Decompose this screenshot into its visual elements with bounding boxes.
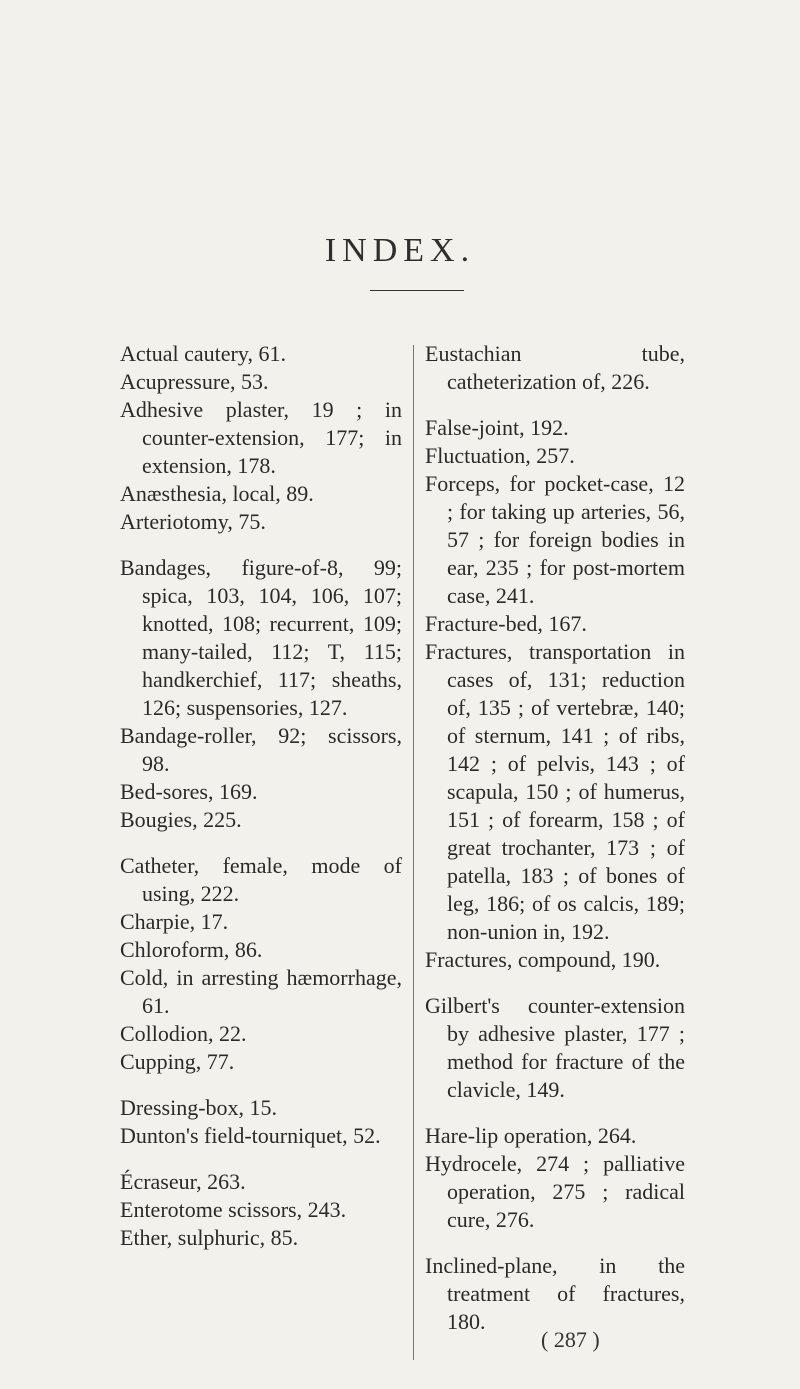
index-entry: Cold, in arresting hæmorrhage, 61. [120, 965, 402, 1018]
index-entry: Catheter, female, mode of using, 222. [120, 853, 402, 906]
index-entry: Forceps, for pocket-case, 12 ; for taking up arteries, 56, 57 ; for foreign bodies in ear, 235 ; for post-mortem case, 241. [425, 471, 685, 608]
index-column-left [120, 340, 402, 1252]
index-entry: Hare-lip operation, 264. [425, 1123, 637, 1148]
index-entry: Fractures, transportation in cases of, 131; reduction of, 135 ; of vertebræ, 140; of sternum, 141 ; of ribs, 142 ; of pelvis, 143 ; of scapula, 150 ; of humerus, 151 ; of forearm, 158 ; of great trochanter, 173 ; of patella, 183 ; of bones of leg, 186; of os calcis, 189; non-union in, 192. [425, 639, 685, 944]
index-entry: Acupressure, 53. [120, 369, 269, 394]
index-entry: Dressing-box, 15. [120, 1095, 278, 1120]
index-entry: Fracture-bed, 167. [425, 611, 587, 636]
index-entry: Hydrocele, 274 ; palliative operation, 275 ; radical cure, 276. [425, 1151, 685, 1232]
index-entry: Écraseur, 263. [120, 1169, 246, 1194]
index-entry: Bed-sores, 169. [120, 779, 258, 804]
index-entry: Fluctuation, 257. [425, 443, 575, 468]
index-entry: Adhesive plaster, 19 ; in counter-extension, 177; in extension, 178. [120, 397, 402, 478]
index-entry: Gilbert's counter-extension by adhesive plaster, 177 ; method for fracture of the clavicle, 149. [425, 993, 685, 1102]
page-title: INDEX. [324, 232, 476, 269]
index-entry: Enterotome scissors, 243. [120, 1197, 347, 1222]
index-entry: Ether, sulphuric, 85. [120, 1225, 299, 1250]
index-entry: Cupping, 77. [120, 1049, 235, 1074]
index-entry: Actual cautery, 61. [120, 341, 286, 366]
index-column-right [425, 340, 685, 1336]
index-entry: Arteriotomy, 75. [120, 509, 266, 534]
page-number: ( 287 ) [541, 1327, 600, 1352]
index-entry: Collodion, 22. [120, 1021, 247, 1046]
index-entry: Inclined-plane, in the treatment of fractures, 180. [425, 1253, 685, 1334]
index-entry: Chloroform, 86. [120, 937, 263, 962]
index-entry: Dunton's field-tourniquet, 52. [120, 1123, 381, 1148]
index-entry: Bandage-roller, 92; scissors, 98. [120, 723, 402, 776]
index-entry: Bougies, 225. [120, 807, 242, 832]
index-entry: Bandages, figure-of-8, 99; spica, 103, 104, 106, 107; knotted, 108; recurrent, 109; many-tailed, 112; T, 115; handkerchief, 117; sheaths, 126; suspensories, 127. [120, 555, 402, 720]
index-entry: Anæsthesia, local, 89. [120, 481, 314, 506]
title-rule [370, 290, 464, 291]
index-entry: Eustachian tube, catheterization of, 226. [425, 341, 685, 394]
index-entry: False-joint, 192. [425, 415, 569, 440]
index-entry: Charpie, 17. [120, 909, 229, 934]
index-entry: Fractures, compound, 190. [425, 947, 661, 972]
column-divider [413, 345, 414, 1360]
